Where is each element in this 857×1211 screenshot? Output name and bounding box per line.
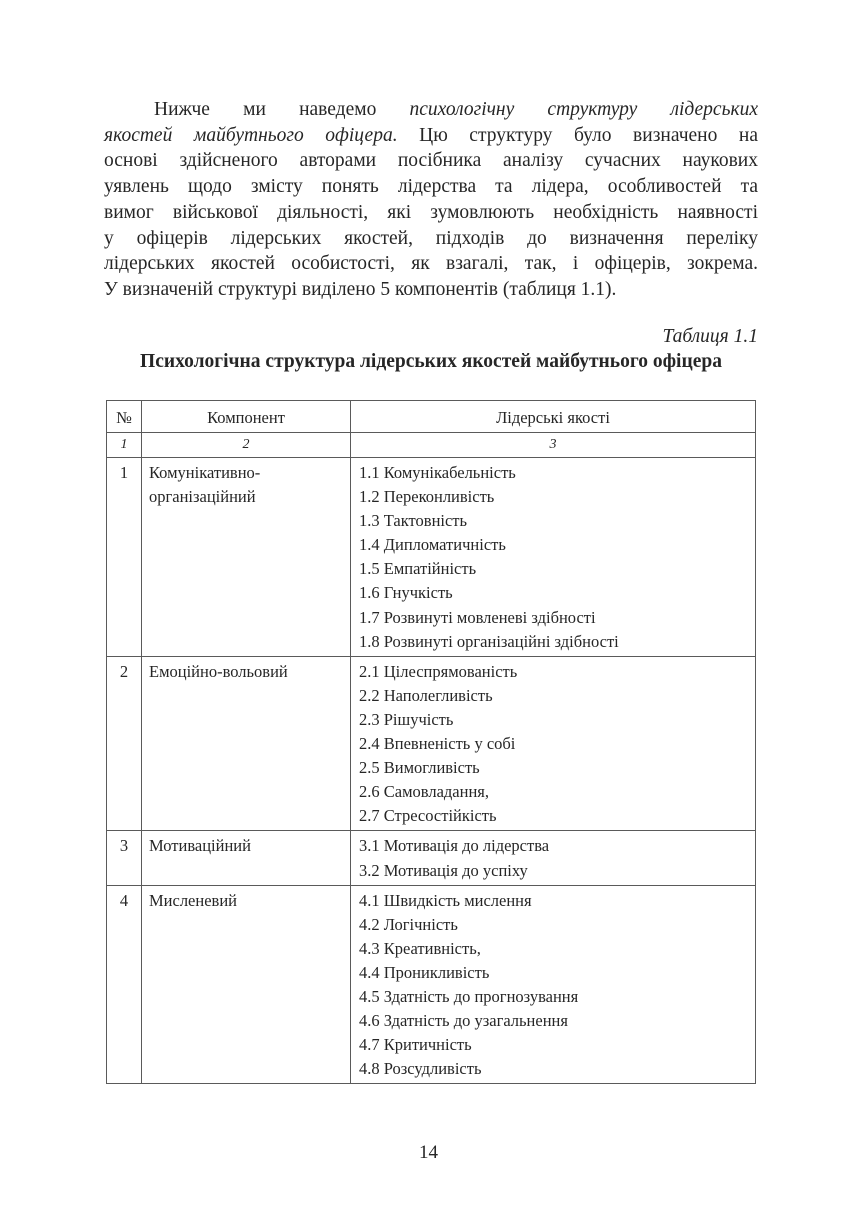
- row-number: 2: [107, 656, 142, 831]
- quality-item: 4.6 Здатність до узагальнення: [359, 1011, 568, 1031]
- leadership-qualities-table: [106, 400, 756, 1084]
- quality-item: 4.2 Логічність: [359, 914, 458, 934]
- table-row: [107, 885, 756, 1084]
- row-number: 3: [107, 831, 142, 885]
- page-number: 14: [419, 1142, 438, 1163]
- header-number: №: [107, 401, 142, 433]
- quality-item: 4.3 Креативність,: [359, 938, 481, 958]
- quality-item: 4.8 Розсудливість: [359, 1059, 482, 1079]
- intro-paragraph: [104, 97, 758, 303]
- table-row: [107, 831, 756, 885]
- column-number: 1: [107, 433, 142, 458]
- quality-item: 1.3 Тактовність: [359, 511, 468, 531]
- paragraph-line: Нижче ми наведемо психологічну структуру лідерських: [154, 99, 758, 120]
- row-qualities: [351, 656, 756, 831]
- quality-item: 2.3 Рішучість: [359, 709, 454, 729]
- row-qualities: [351, 458, 756, 657]
- quality-item: 1.1 Комунікабельність: [359, 463, 516, 482]
- quality-item: 4.7 Критичність: [359, 1035, 472, 1055]
- table-row: [107, 458, 756, 657]
- column-number: 3: [351, 433, 756, 458]
- paragraph-line: лідерських якостей особистості, як взагалі, так, і офіцерів, зокрема.: [104, 253, 758, 275]
- quality-item: 2.2 Наполегливість: [359, 685, 493, 705]
- row-number: 4: [107, 885, 142, 1084]
- column-number: 2: [142, 433, 351, 458]
- quality-item: 1.2 Переконливість: [359, 487, 495, 507]
- paragraph-line: вимог військової діяльності, які зумовлюють необхідність наявності: [104, 201, 758, 223]
- quality-item: 4.1 Швидкість мислення: [359, 890, 532, 910]
- quality-item: 2.6 Самовладання,: [359, 782, 489, 802]
- row-component: Мисленевий: [142, 885, 351, 1084]
- table-row: [107, 656, 756, 831]
- quality-item: 4.4 Проникливість: [359, 962, 490, 982]
- quality-item: 4.5 Здатність до прогнозування: [359, 986, 579, 1006]
- paragraph-line: У визначеній структурі виділено 5 компонентів (таблиця 1.1).: [104, 278, 617, 300]
- quality-item: 1.7 Розвинуті мовленеві здібності: [359, 607, 596, 627]
- row-component: Емоційно-вольовий: [142, 656, 351, 831]
- paragraph-line: уявлень щодо змісту понять лідерства та лідера, особливостей та: [104, 176, 758, 198]
- emphasis-text: психологічну структуру лідерських: [409, 99, 758, 120]
- quality-item: 3.1 Мотивація до лідерства: [359, 836, 550, 856]
- table-header-row: [107, 401, 756, 433]
- row-qualities: [351, 831, 756, 885]
- header-qualities: Лідерські якості: [351, 401, 756, 433]
- row-component: Мотиваційний: [142, 831, 351, 885]
- quality-item: 1.6 Гнучкість: [359, 583, 453, 603]
- quality-item: 2.1 Цілеспрямованість: [359, 661, 518, 681]
- quality-item: 2.4 Впевненість у собі: [359, 734, 516, 754]
- table-caption: Таблиця 1.1: [662, 326, 758, 347]
- quality-item: 1.4 Дипломатичність: [359, 535, 506, 555]
- quality-item: 2.7 Стресостійкість: [359, 806, 497, 826]
- row-component: Комунікативно- організаційний: [142, 458, 351, 657]
- row-qualities: [351, 885, 756, 1084]
- paragraph-line: основі здійсненого авторами посібника аналізу сучасних наукових: [104, 150, 758, 172]
- header-component: Компонент: [142, 401, 351, 433]
- emphasis-text: якостей майбутнього офіцера.: [104, 124, 398, 146]
- table-title: Психологічна структура лідерських якостей майбутнього офіцера: [140, 351, 722, 372]
- column-number-row: [107, 433, 756, 458]
- paragraph-line: у офіцерів лідерських якостей, підходів до визначення переліку: [104, 227, 758, 249]
- quality-item: 2.5 Вимогливість: [359, 758, 480, 778]
- paragraph-line: якостей майбутнього офіцера. Цю структуру було визначено на: [104, 124, 758, 146]
- quality-item: 3.2 Мотивація до успіху: [359, 860, 528, 880]
- row-number: 1: [107, 458, 142, 657]
- quality-item: 1.5 Емпатійність: [359, 559, 477, 579]
- quality-item: 1.8 Розвинуті організаційні здібності: [359, 631, 619, 651]
